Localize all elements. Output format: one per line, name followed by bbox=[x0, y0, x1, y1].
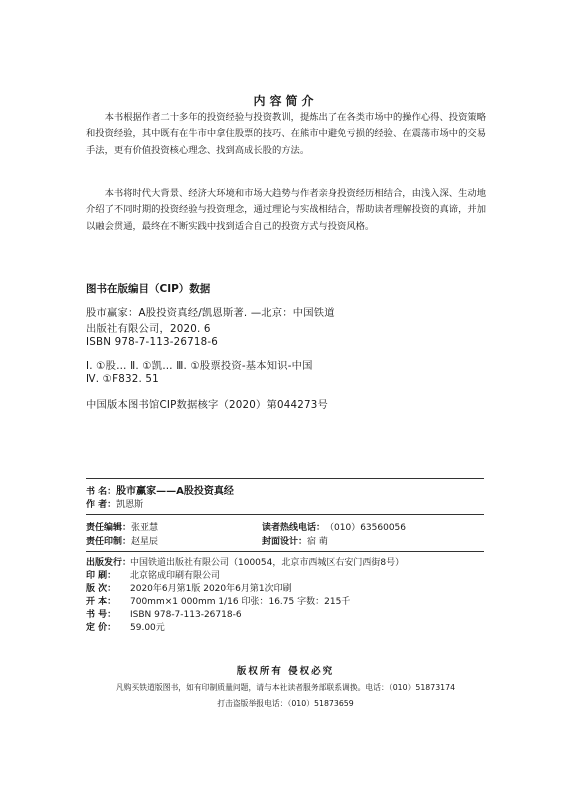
cip-line-2: 出版社有限公司，2020. 6 bbox=[86, 323, 211, 335]
cover-design-label: 封面设计： bbox=[262, 537, 308, 547]
hotline-value: （010）63560056 bbox=[325, 523, 407, 533]
publication-row: 印 刷： 北京铭成印刷有限公司 bbox=[86, 571, 221, 581]
book-author-value: 凯恩斯 bbox=[116, 500, 144, 510]
cip-line-3: ISBN 978-7-113-26718-6 bbox=[86, 336, 219, 348]
intro-title: 内容简介 bbox=[253, 94, 318, 108]
hotline-label: 读者热线电话： bbox=[262, 523, 326, 533]
publication-row: 出版发行：中国铁道出版社有限公司（100054，北京市西城区右安门西街8号） bbox=[86, 558, 405, 568]
cip-line-1: 股市赢家：A股投资真经/凯恩斯著. —北京：中国铁道 bbox=[86, 307, 335, 319]
cip-line-6: 中国版本图书馆CIP数据核字（2020）第044273号 bbox=[86, 399, 329, 411]
piracy-hotline: 打击盗版举报电话：（010）51873659 bbox=[217, 699, 354, 708]
divider-bottom bbox=[86, 551, 484, 552]
cip-line-5: Ⅳ. ①F832. 51 bbox=[86, 373, 159, 385]
quality-notice: 凡购买铁道版图书，如有印制质量问题，请与本社读者服务部联系调换。电话：（010）51873174 bbox=[115, 683, 456, 692]
cover-design-value: 宿 萌 bbox=[307, 537, 328, 547]
editor-value: 张亚慧 bbox=[131, 523, 159, 533]
book-author-label: 作 者： bbox=[86, 500, 117, 510]
divider-top bbox=[86, 478, 484, 479]
print-manager-value: 赵星辰 bbox=[131, 537, 159, 547]
intro-paragraph-2: 本书将时代大背景、经济大环境和市场大趋势与作者亲身投资经历相结合，由浅入深、生动地介绍了不同时期的投资经验与投资理念，通过理论与实战相结合，帮助读者理解投资的真谛，并加以融会贯通，最终在不断实践中找到适合自己的投资方式与投资风格。 bbox=[86, 188, 486, 232]
editor-row bbox=[86, 520, 158, 533]
divider-middle bbox=[86, 514, 484, 515]
book-title-row bbox=[86, 482, 234, 497]
publication-row: 开 本： 700mm×1 000mm 1/16 印张：16.75 字数：215千 bbox=[86, 597, 351, 607]
intro-paragraph-1: 本书根据作者二十多年的投资经验与投资教训，提炼出了在各类市场中的操作心得、投资策略和投资经验，其中既有在牛市中拿住股票的技巧、在熊市中避免亏损的经验、在震荡市场中的交易手法，更有价值投资核心理念、找到高成长股的方法。 bbox=[86, 112, 486, 156]
print-manager-row bbox=[86, 534, 158, 547]
cover-design-row bbox=[262, 534, 328, 547]
editor-label: 责任编辑： bbox=[86, 523, 132, 533]
rights-title: 版权所有 侵权必究 bbox=[236, 666, 335, 677]
book-title-value: 股市赢家——A股投资真经 bbox=[116, 486, 234, 497]
publication-info bbox=[86, 555, 486, 633]
book-author-row bbox=[86, 497, 143, 510]
print-manager-label: 责任印制： bbox=[86, 537, 132, 547]
publication-row: 定 价： 59.00元 bbox=[86, 623, 165, 633]
hotline-row bbox=[262, 520, 406, 533]
publication-row: 版 次： 2020年6月第1版 2020年6月第1次印刷 bbox=[86, 584, 292, 594]
cip-line-4: Ⅰ. ①股… Ⅱ. ①凯… Ⅲ. ①股票投资-基本知识-中国 bbox=[86, 360, 313, 372]
cip-heading: 图书在版编目（CIP）数据 bbox=[86, 283, 211, 295]
book-title-label: 书 名： bbox=[86, 487, 117, 497]
publication-row: 书 号： ISBN 978-7-113-26718-6 bbox=[86, 610, 242, 620]
